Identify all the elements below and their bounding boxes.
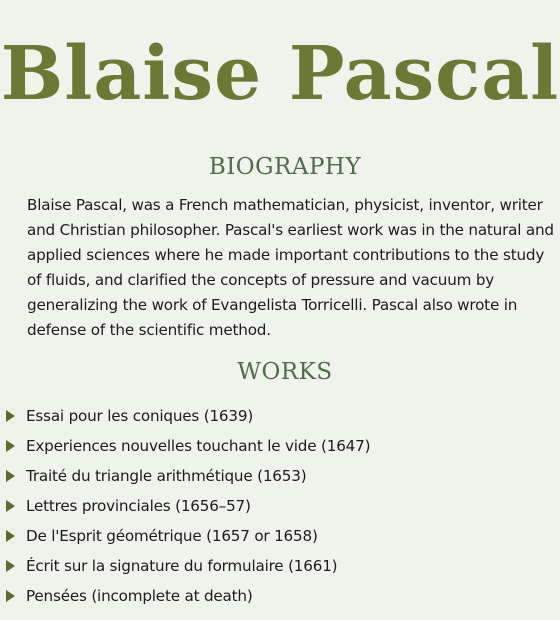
triangle-bullet-icon: [6, 560, 15, 572]
works-item-label: Experiences nouvelles touchant le vide (1647): [26, 437, 371, 455]
biography-heading: BIOGRAPHY: [208, 154, 362, 180]
works-item-label: De l'Esprit géométrique (1657 or 1658): [26, 527, 318, 545]
triangle-bullet-icon: [6, 500, 15, 512]
works-list-item: [0, 401, 370, 431]
biography-text: Blaise Pascal, was a French mathematician, physicist, inventor, writer and Christian philosopher. Pascal's earliest work was in the natural and applied sciences where he made important contributions to the study of fluids, and clarified the concepts of pressure and vacuum by generalizing the work of Evangelista Torricelli. Pascal also wrote in defense of the scientific method.: [27, 196, 554, 339]
works-item-label: Pensées (incomplete at death): [26, 587, 253, 605]
triangle-bullet-icon: [6, 440, 15, 452]
works-item-label: Lettres provinciales (1656–57): [26, 497, 251, 515]
works-list: [0, 401, 370, 611]
works-item-label: Traité du triangle arithmétique (1653): [26, 467, 307, 485]
triangle-bullet-icon: [6, 530, 15, 542]
page-title: Blaise Pascal: [0, 31, 560, 117]
works-list-item: [0, 491, 370, 521]
triangle-bullet-icon: [6, 410, 15, 422]
works-list-item: [0, 521, 370, 551]
works-list-item: [0, 551, 370, 581]
works-list-item: [0, 431, 370, 461]
works-list-item: [0, 581, 370, 611]
triangle-bullet-icon: [6, 470, 15, 482]
works-item-label: Écrit sur la signature du formulaire (1661): [26, 557, 338, 575]
works-list-item: [0, 461, 370, 491]
works-heading: WORKS: [237, 359, 333, 385]
triangle-bullet-icon: [6, 590, 15, 602]
works-item-label: Essai pour les coniques (1639): [26, 407, 254, 425]
